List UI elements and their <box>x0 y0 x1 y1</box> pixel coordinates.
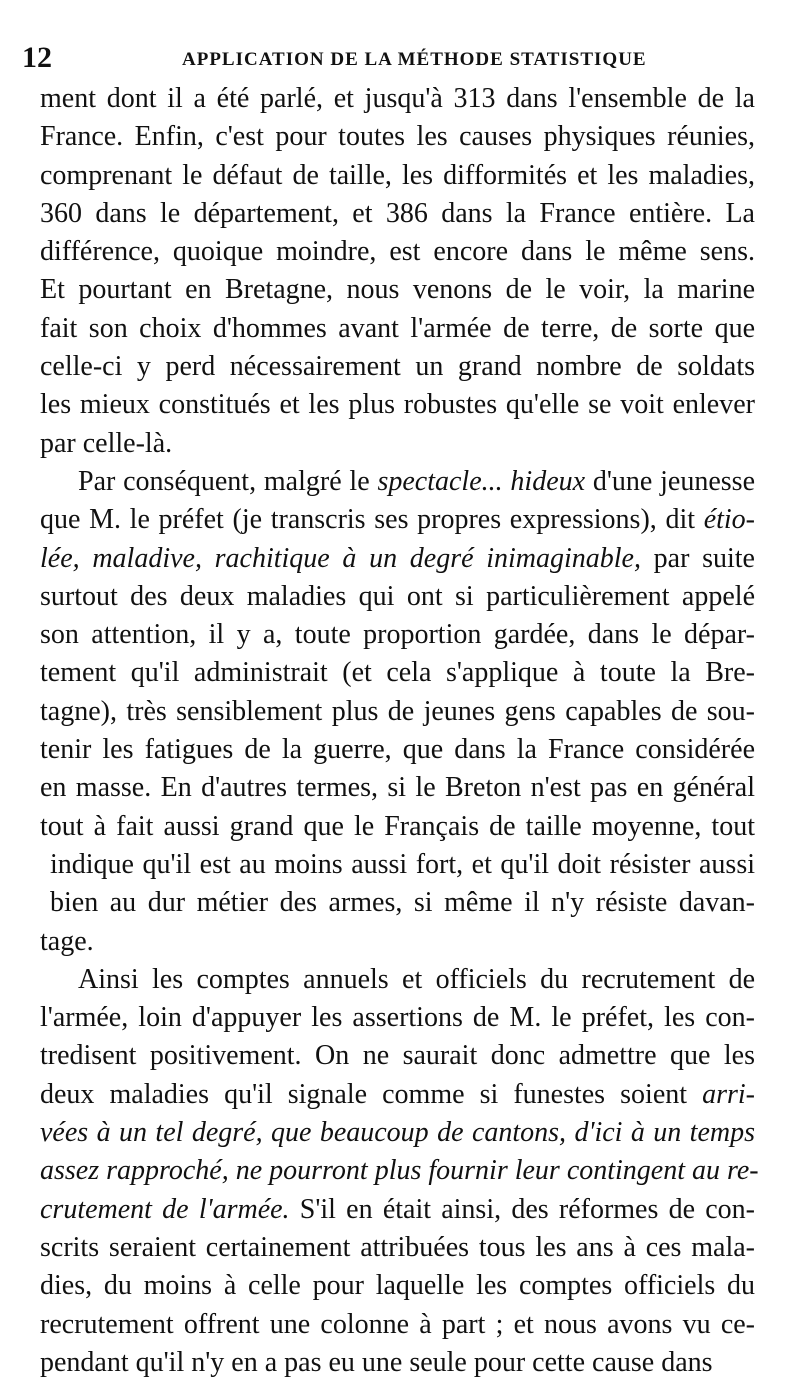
text-line <box>40 195 755 233</box>
text-line <box>40 425 755 463</box>
text-segment: tredisent positivement. On ne saurait donc admettre que les <box>40 1040 755 1072</box>
text-line <box>40 501 755 539</box>
text-line <box>40 1229 755 1267</box>
text-line <box>40 386 755 424</box>
text-segment: celle-ci y perd nécessairement un grand nombre de soldats <box>40 351 755 383</box>
text-segment: ment dont il a été parlé, et jusqu'à 313 dans l'ensemble de la <box>40 83 755 114</box>
text-line <box>40 578 755 616</box>
text-segment: en masse. En d'autres termes, si le Breton n'est pas en général <box>40 772 755 804</box>
text-segment: les mieux constitués et les plus robustes qu'elle se voit enlever <box>40 389 755 421</box>
text-segment: recrutement offrent une colonne à part ; et nous avons vu ce- <box>40 1308 755 1340</box>
running-title: APPLICATION DE LA MÉTHODE STATISTIQUE <box>182 49 647 70</box>
text-line <box>40 1076 755 1114</box>
page-header <box>22 40 777 80</box>
text-segment: son attention, il y a, toute proportion gardée, dans le dépar- <box>40 619 755 651</box>
text-segment: Ainsi les comptes annuels et officiels du recrutement de <box>78 963 755 995</box>
page-number: 12 <box>22 41 52 74</box>
text-line <box>40 616 755 654</box>
text-segment: 360 dans le département, et 386 dans la France entière. La <box>40 197 755 229</box>
text-segment: bien au dur métier des armes, si même il n'y résiste davan- <box>50 887 755 919</box>
text-segment: fait son choix d'hommes avant l'armée de terre, de sorte que <box>40 312 755 344</box>
text-line <box>40 233 755 271</box>
text-line <box>40 1267 755 1305</box>
text-segment: Par conséquent, malgré le <box>78 465 378 497</box>
text-segment: surtout des deux maladies qui ont si particulièrement appelé <box>40 580 755 612</box>
text-segment: pendant qu'il n'y en a pas eu une seule pour cette cause dans <box>40 1346 713 1378</box>
text-line <box>40 540 755 578</box>
text-segment: d'une jeunesse <box>585 465 755 497</box>
text-segment: tagne), très sensiblement plus de jeunes gens capables de sou- <box>40 695 755 727</box>
text-segment: comprenant le défaut de taille, les difformités et les maladies, <box>40 159 755 191</box>
text-segment: France. Enfin, c'est pour toutes les causes physiques réunies, <box>40 121 755 153</box>
text-line <box>40 271 755 309</box>
italic-text-segment: vées à un tel degré, que beaucoup de cantons, d'ici à un temps <box>40 1117 755 1149</box>
text-line <box>40 999 755 1037</box>
text-line <box>40 1037 755 1075</box>
text-line <box>40 1306 755 1344</box>
text-line <box>40 118 755 156</box>
text-line <box>40 310 755 348</box>
text-segment: tout à fait aussi grand que le Français de taille moyenne, tout <box>40 810 755 842</box>
italic-text-segment: lée, maladive, rachitique à un degré inimaginable, <box>40 542 641 574</box>
text-line <box>40 769 755 807</box>
text-line <box>40 808 755 846</box>
text-line <box>40 157 755 195</box>
text-line <box>40 923 755 961</box>
text-line <box>40 961 755 999</box>
text-segment: indique qu'il est au moins aussi fort, et qu'il doit résister aussi <box>50 848 755 880</box>
text-segment: deux maladies qu'il signale comme si funestes soient <box>40 1078 703 1110</box>
text-segment: tage. <box>40 925 94 957</box>
text-line <box>40 463 755 501</box>
italic-text-segment: assez rapproché, ne pourront plus fournir leur contingent au re- <box>40 1155 759 1187</box>
text-segment: l'armée, loin d'appuyer les assertions de M. le préfet, les con- <box>40 1002 755 1034</box>
text-segment: tenir les fatigues de la guerre, que dans la France considérée <box>40 734 755 766</box>
italic-text-segment: crutement de l'armée. <box>40 1193 290 1225</box>
text-line <box>40 846 755 884</box>
text-segment: par celle-là. <box>40 427 173 459</box>
text-segment: tement qu'il administrait (et cela s'applique à toute la Bre- <box>40 657 755 689</box>
text-line <box>40 693 755 731</box>
text-segment: dies, du moins à celle pour laquelle les comptes officiels du <box>40 1270 755 1302</box>
text-line <box>40 348 755 386</box>
text-segment: Et pourtant en Bretagne, nous venons de le voir, la marine <box>40 274 755 306</box>
text-segment: que M. le préfet (je transcris ses propres expressions), dit <box>40 504 704 536</box>
italic-text-segment: spectacle... hideux <box>377 465 586 497</box>
text-line <box>40 731 755 769</box>
text-segment: S'il en était ainsi, des réformes de con- <box>289 1193 755 1225</box>
text-segment: scrits seraient certainement attribuées tous les ans à ces mala- <box>40 1231 755 1263</box>
text-segment: différence, quoique moindre, est encore dans le même sens. <box>40 236 755 268</box>
text-line <box>40 654 755 692</box>
text-segment: par suite <box>640 542 755 574</box>
text-line <box>40 1114 755 1152</box>
text-line <box>40 1152 759 1190</box>
italic-text-segment: arri- <box>702 1078 755 1110</box>
text-line <box>40 1191 755 1229</box>
italic-text-segment: étio- <box>703 504 755 536</box>
body-text <box>40 80 759 1382</box>
text-line <box>40 884 755 922</box>
text-line <box>40 80 755 118</box>
text-line <box>40 1344 755 1382</box>
